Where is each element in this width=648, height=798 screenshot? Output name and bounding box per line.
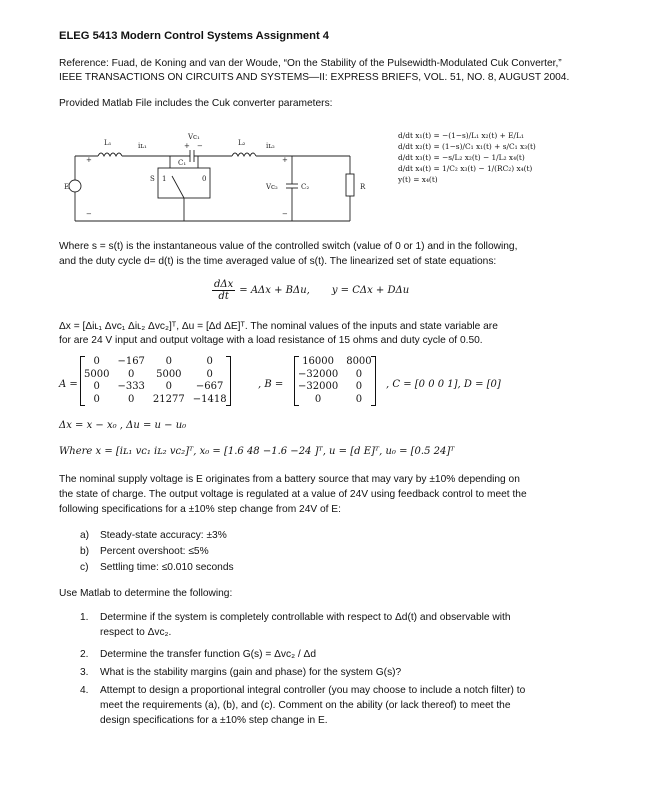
spec-text: Percent overshoot: ≤5% bbox=[100, 546, 209, 557]
matrix-a-label: A = bbox=[59, 379, 78, 390]
task-number: 4. bbox=[80, 685, 89, 696]
spec-text: Settling time: ≤0.010 seconds bbox=[100, 562, 234, 573]
task-text-line: Determine if the system is completely controllable with respect to Δd(t) and observable with bbox=[100, 612, 511, 623]
task-number: 3. bbox=[80, 667, 89, 678]
task-number: 2. bbox=[80, 649, 89, 660]
fraction-denominator: dt bbox=[218, 291, 229, 302]
state-equation-rhs: = AΔx + BΔu, bbox=[239, 285, 310, 296]
label-iL1: iʟ₁ bbox=[138, 142, 147, 150]
supply-paragraph-line-2: the state of charge. The output voltage is regulated at a value of 24V using feedback control to meet the bbox=[59, 489, 527, 500]
nominal-values-line: Where x = [iʟ₁ vᴄ₁ iʟ₂ vᴄ₂]ᵀ, x₀ = [1.6 48 −1.6 −24 ]ᵀ, u = [d E]ᵀ, u₀ = [0.5 24]ᵀ bbox=[59, 446, 455, 457]
label-L1: L₁ bbox=[104, 139, 112, 147]
matrix-b-label: , B = bbox=[258, 379, 284, 390]
where-s-line-2: and the duty cycle d= d(t) is the time averaged value of s(t). The linearized set of state equations: bbox=[59, 256, 497, 267]
output-eq: y(t) = x₄(t) bbox=[398, 175, 438, 184]
label-iL2: iʟ₂ bbox=[266, 142, 275, 150]
matrix-a-row: 5000 0 5000 0 bbox=[84, 368, 213, 380]
state-equations bbox=[398, 130, 536, 185]
label-VC1: Vᴄ₁ bbox=[188, 133, 200, 141]
matrix-a-row: 0 −167 0 0 bbox=[93, 356, 213, 367]
task-number: 1. bbox=[80, 612, 89, 623]
provided-matlab-line: Provided Matlab File includes the Cuk converter parameters: bbox=[59, 98, 333, 109]
state-eq-1: d/dt x₁(t) = −(1−s)/L₁ x₂(t) + E/L₁ bbox=[398, 131, 524, 140]
label-L2: L₂ bbox=[238, 139, 246, 147]
matrix-a-row: 0 −333 0 −667 bbox=[93, 381, 224, 392]
task-text-line: meet the requirements (a), (b), and (c). Comment on the ability (or lack thereof) to meet the bbox=[100, 700, 511, 711]
deviation-definitions: Δx = x − x₀ , Δu = u − u₀ bbox=[59, 420, 187, 431]
reference-line-1: Reference: Fuad, de Koning and van der Woude, “On the Stability of the Pulsewidth-Modulated Cuk Converter,” bbox=[59, 58, 562, 69]
supply-paragraph-line-1: The nominal supply voltage is E originates from a battery source that may vary by ±10% depending on bbox=[59, 474, 520, 485]
matrix-c-d: , C = [0 0 0 1], D = [0] bbox=[386, 379, 501, 390]
matrix-b-row: 0 0 bbox=[314, 393, 363, 405]
supply-paragraph-line-3: following specifications for a ±10% step change from 24V of E: bbox=[59, 504, 341, 515]
matrix-b-row: −32000 0 bbox=[298, 368, 363, 380]
state-eq-2: d/dt x₂(t) = (1−s)/C₁ x₁(t) + s/C₁ x₃(t) bbox=[398, 142, 536, 151]
task-text-line: design specifications for a ±10% step change in E. bbox=[100, 715, 328, 726]
where-s-line-1: Where s = s(t) is the instantaneous value of the controlled switch (value of 0 or 1) and in the following, bbox=[59, 241, 518, 252]
spec-label: a) bbox=[80, 530, 90, 541]
state-eq-4: d/dt x₄(t) = 1/C₂ x₃(t) − 1/(RC₂) x₄(t) bbox=[398, 164, 533, 173]
matrix-b-row: −32000 0 bbox=[298, 381, 363, 392]
label-VC2: Vᴄ₂ bbox=[266, 183, 278, 191]
reference-line-2: IEEE TRANSACTIONS ON CIRCUITS AND SYSTEMS—II: EXPRESS BRIEFS, VOL. 51, NO. 8, AUGUST 2004. bbox=[59, 72, 570, 83]
label-C1: C₁ bbox=[178, 159, 187, 167]
label-S: S bbox=[150, 175, 155, 183]
label-minus-c1: − bbox=[197, 142, 203, 150]
spec-label: b) bbox=[80, 546, 90, 557]
label-plus-out: + bbox=[282, 156, 288, 164]
task-text-line: Determine the transfer function G(s) = Δvᴄ₂ / Δd bbox=[100, 649, 317, 660]
task-text-line: respect to Δvᴄ₂. bbox=[100, 627, 172, 638]
spec-label: c) bbox=[80, 562, 89, 573]
label-R: R bbox=[360, 183, 366, 191]
task-text-line: Attempt to design a proportional integral controller (you may choose to include a notch filter) to bbox=[100, 685, 526, 696]
ddx-dt-fraction bbox=[212, 279, 235, 302]
label-zero: 0 bbox=[202, 175, 207, 183]
use-matlab-line: Use Matlab to determine the following: bbox=[59, 588, 233, 599]
state-eq-3: d/dt x₃(t) = −s/L₂ x₂(t) − 1/L₂ x₄(t) bbox=[398, 153, 525, 162]
label-minus-e: − bbox=[86, 210, 92, 218]
delta-definition-line-1: Δx = [Δiʟ₁ Δvᴄ₁ Δiʟ₂ Δvᴄ₂]ᵀ, Δu = [Δd ΔE]ᵀ. The nominal values of the inputs and state variable are bbox=[59, 321, 498, 332]
label-minus-out: − bbox=[282, 210, 288, 218]
document-title: ELEG 5413 Modern Control Systems Assignment 4 bbox=[59, 30, 330, 42]
delta-definition-line-2: for are 24 V input and output voltage with a load resistance of 15 ohms and duty cycle of 0.50. bbox=[59, 335, 483, 346]
matrix-b bbox=[294, 356, 376, 406]
linearized-equation bbox=[212, 279, 409, 302]
cuk-converter-circuit bbox=[60, 126, 380, 236]
matrix-a-row: 0 0 21277 −1418 bbox=[93, 393, 227, 405]
task-text-line: What is the stability margins (gain and phase) for the system G(s)? bbox=[100, 667, 402, 678]
label-C2: C₂ bbox=[301, 183, 310, 191]
matrix-a bbox=[80, 356, 231, 406]
label-one: 1 bbox=[162, 175, 167, 183]
matrix-b-row: 16000 8000 bbox=[302, 356, 372, 367]
label-plus-e: + bbox=[86, 156, 92, 164]
fraction-numerator: dΔx bbox=[214, 279, 234, 290]
label-E: E bbox=[64, 183, 70, 191]
label-plus-c1: + bbox=[184, 142, 190, 150]
spec-text: Steady-state accuracy: ±3% bbox=[100, 530, 227, 541]
output-equation: y = CΔx + DΔu bbox=[331, 285, 410, 296]
